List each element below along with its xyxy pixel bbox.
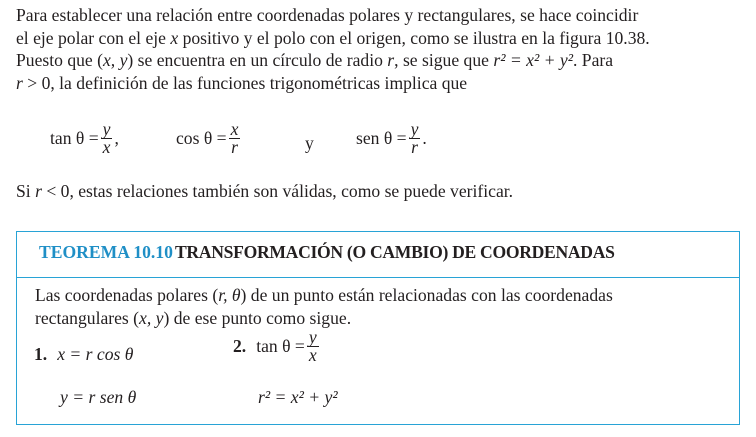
intro-line-3-r: r <box>387 50 395 70</box>
connector-text: y <box>305 133 314 153</box>
cos-denominator: r <box>231 137 238 157</box>
sen-numerator: y <box>410 119 419 139</box>
note-r: r <box>35 181 42 201</box>
sen-punct: . <box>422 128 427 148</box>
sen-fraction <box>409 121 421 156</box>
item-1-equation-1: x = r cos θ <box>57 344 134 364</box>
theorem-line-2-xy: x, y <box>139 307 164 328</box>
intro-line-2-b: positivo y el polo con el origen, como se ilustra en la figura 10.38. <box>178 27 650 48</box>
item-1-label: 1. <box>34 344 48 364</box>
item-2-numerator: y <box>308 327 317 347</box>
intro-line-3-a: Puesto que ( <box>16 50 103 70</box>
theorem-body <box>35 284 613 329</box>
item-1-equation-2: y = r sen θ <box>60 387 137 407</box>
connector-y <box>305 133 314 154</box>
item-1-eq-1 <box>34 344 133 365</box>
intro-line-3 <box>16 49 746 72</box>
cos-equation <box>176 121 242 156</box>
item-2-fraction <box>307 329 319 364</box>
theorem-box <box>16 231 740 425</box>
intro-line-4 <box>16 72 746 95</box>
theorem-line-1-b: ) de un punto están relacionadas con las coordenadas <box>240 285 613 305</box>
circle-equation: r² = x² + y² <box>493 50 573 70</box>
tan-lhs: tan θ = <box>50 128 99 148</box>
tan-denominator: x <box>102 137 111 157</box>
intro-line-3-d: . Para <box>573 50 614 70</box>
theorem-body-line-1 <box>35 284 613 307</box>
item-2-label: 2. <box>233 336 247 356</box>
tan-punct: , <box>114 128 119 148</box>
note-a: Si <box>16 181 36 201</box>
theorem-line-1-rt: r, θ <box>218 285 241 305</box>
theorem-line-2-b: ) de ese punto como sigue. <box>163 307 352 328</box>
intro-line-4-a: > 0, la definición de las funciones trigonométricas implica que <box>22 72 468 93</box>
theorem-title: TRANSFORMACIÓN (O CAMBIO) DE COORDENADAS <box>175 242 615 262</box>
theorem-body-line-2 <box>35 307 613 330</box>
item-2-lhs: tan θ = <box>256 336 305 356</box>
sen-equation <box>356 121 427 156</box>
intro-paragraph <box>16 4 746 94</box>
item-2-eq-1 <box>233 329 321 364</box>
theorem-line-2-a: rectangulares ( <box>35 307 140 328</box>
tan-equation <box>50 121 119 156</box>
intro-line-2-x: x <box>170 27 179 48</box>
theorem-line-1-a: Las coordenadas polares ( <box>35 285 219 305</box>
intro-line-3-b: ) se encuentra en un círculo de radio <box>127 50 388 70</box>
cos-fraction <box>229 121 241 156</box>
intro-line-1-text: Para establecer una relación entre coordenadas polares y rectangulares, se hace coincidir <box>16 5 639 25</box>
note-b: < 0, estas relaciones también son válidas, como se puede verificar. <box>41 181 514 201</box>
item-2-equation-2: r² = x² + y² <box>258 387 338 407</box>
intro-line-2-a: el eje polar con el eje <box>16 27 171 48</box>
cos-numerator: x <box>230 119 239 139</box>
intro-line-3-c: , se sigue que <box>394 50 494 70</box>
tan-numerator: y <box>102 119 111 139</box>
intro-line-3-xy: x, y <box>102 50 128 70</box>
sen-denominator: r <box>411 137 418 157</box>
item-2-denominator: x <box>308 345 317 365</box>
intro-line-2 <box>16 27 746 50</box>
sen-lhs: sen θ = <box>356 128 407 148</box>
note-paragraph <box>16 180 513 203</box>
tan-fraction <box>101 121 113 156</box>
intro-line-4-r: r <box>16 72 23 93</box>
cos-lhs: cos θ = <box>176 128 227 148</box>
theorem-number: TEOREMA 10.10 <box>39 242 173 262</box>
item-1-eq-2 <box>60 387 136 408</box>
intro-line-1 <box>16 4 746 27</box>
item-2-eq-2 <box>258 387 338 408</box>
theorem-header <box>17 232 739 278</box>
